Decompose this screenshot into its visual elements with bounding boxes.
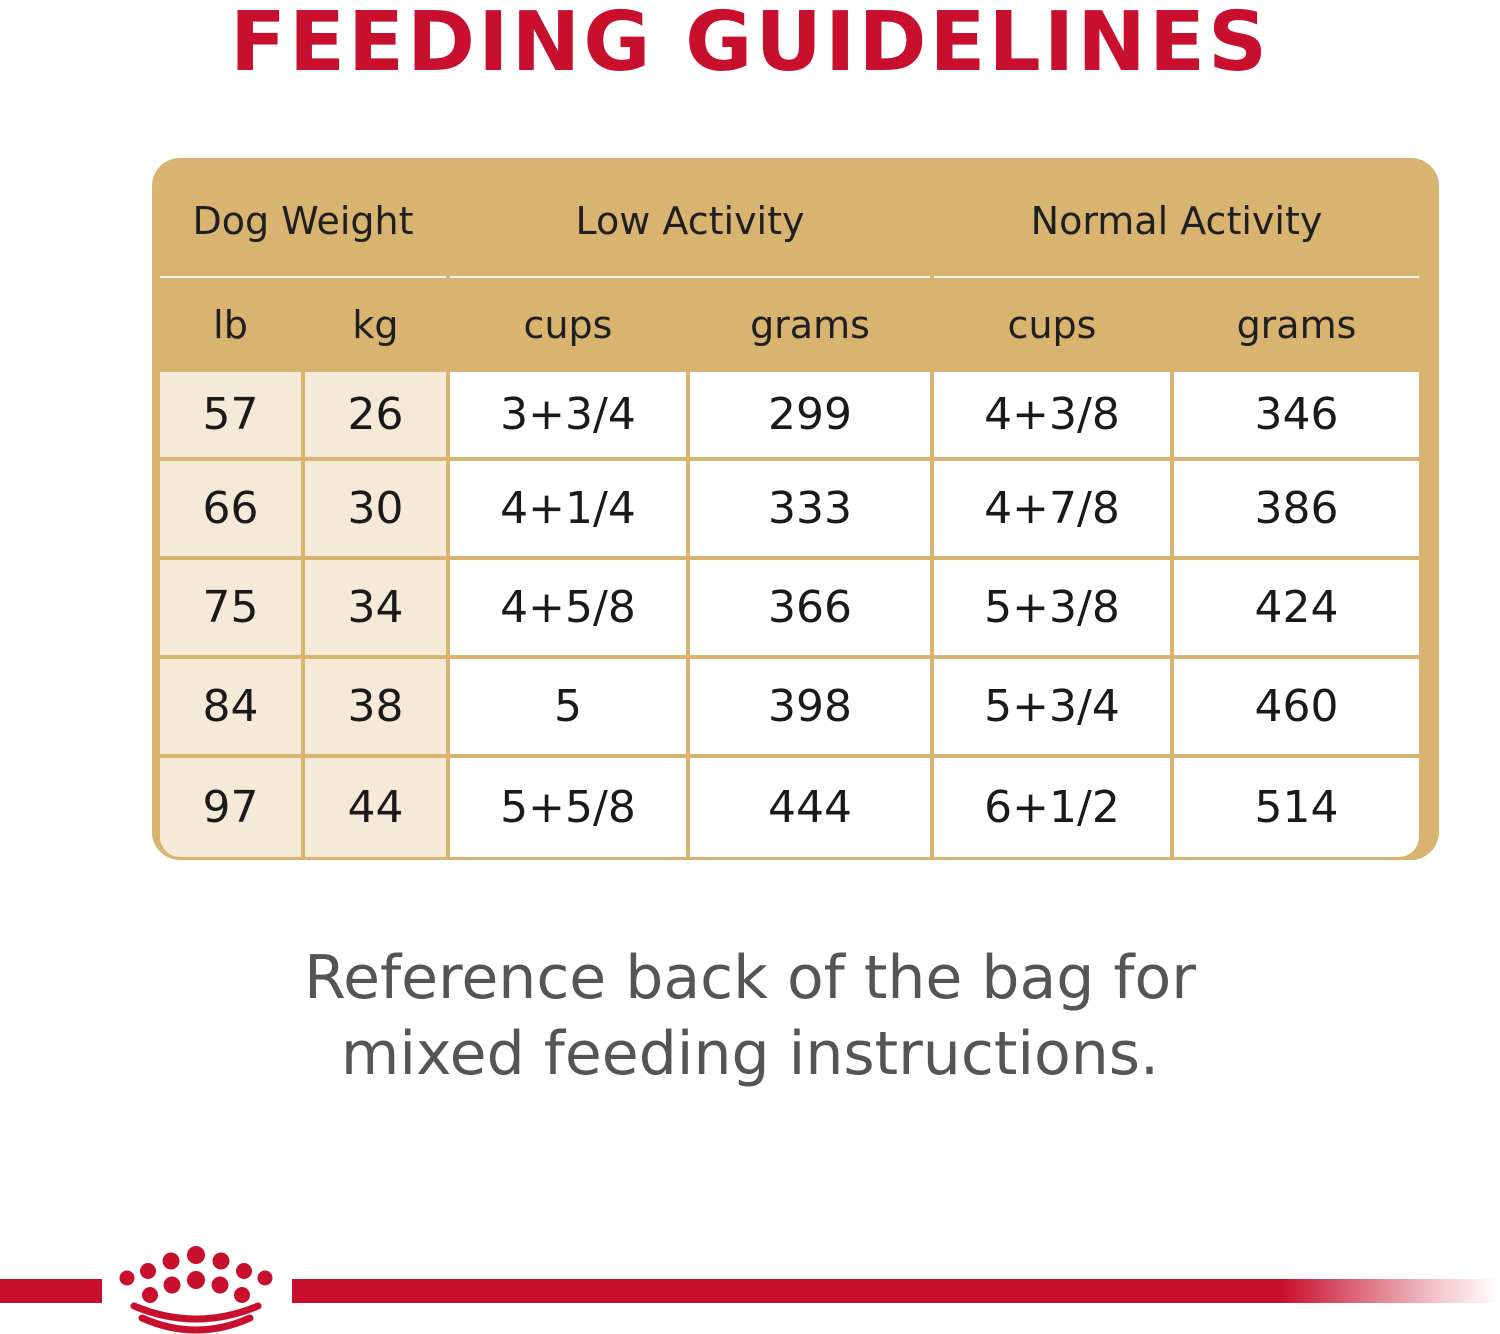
header-dog-weight: Dog Weight [160, 166, 446, 278]
note-line-1: Reference back of the bag for [304, 943, 1196, 1013]
cell-kg: 30 [305, 461, 446, 556]
page-title: FEEDING GUIDELINES [229, 0, 1271, 90]
cell-normal-cups: 4+7/8 [934, 461, 1170, 556]
footer-rule-left [0, 1279, 102, 1303]
cell-low-cups: 4+5/8 [450, 560, 686, 655]
cell-normal-grams: 514 [1174, 758, 1419, 857]
cell-low-grams: 398 [690, 659, 930, 754]
cell-low-grams: 366 [690, 560, 930, 655]
feeding-table [152, 158, 1439, 860]
cell-normal-cups: 6+1/2 [934, 758, 1170, 857]
cell-normal-grams: 386 [1174, 461, 1419, 556]
cell-lb: 97 [160, 758, 301, 857]
subheader-kg: kg [305, 282, 446, 368]
note-line-2: mixed feeding instructions. [340, 1019, 1160, 1089]
subheader-normal-cups: cups [934, 282, 1170, 368]
subheader-lb: lb [160, 282, 301, 368]
cell-lb: 84 [160, 659, 301, 754]
cell-low-grams: 444 [690, 758, 930, 857]
subheader-normal-grams: grams [1174, 282, 1419, 368]
cell-kg: 38 [305, 659, 446, 754]
subheader-low-grams: grams [690, 282, 930, 368]
cell-kg: 26 [305, 372, 446, 457]
feeding-table-grid [160, 166, 1431, 852]
cell-low-cups: 5+5/8 [450, 758, 686, 857]
cell-kg: 34 [305, 560, 446, 655]
cell-normal-cups: 4+3/8 [934, 372, 1170, 457]
footer-rule-right [292, 1279, 1500, 1303]
crown-logo-icon [112, 1244, 280, 1334]
header-normal-activity: Normal Activity [934, 166, 1419, 278]
cell-normal-cups: 5+3/8 [934, 560, 1170, 655]
cell-normal-cups: 5+3/4 [934, 659, 1170, 754]
cell-lb: 75 [160, 560, 301, 655]
mixed-feeding-note [0, 940, 1500, 1092]
cell-low-cups: 5 [450, 659, 686, 754]
cell-low-grams: 333 [690, 461, 930, 556]
subheader-low-cups: cups [450, 282, 686, 368]
cell-lb: 57 [160, 372, 301, 457]
cell-low-cups: 4+1/4 [450, 461, 686, 556]
header-low-activity: Low Activity [450, 166, 930, 278]
cell-kg: 44 [305, 758, 446, 857]
cell-low-cups: 3+3/4 [450, 372, 686, 457]
cell-low-grams: 299 [690, 372, 930, 457]
cell-normal-grams: 424 [1174, 560, 1419, 655]
cell-normal-grams: 346 [1174, 372, 1419, 457]
cell-normal-grams: 460 [1174, 659, 1419, 754]
cell-lb: 66 [160, 461, 301, 556]
